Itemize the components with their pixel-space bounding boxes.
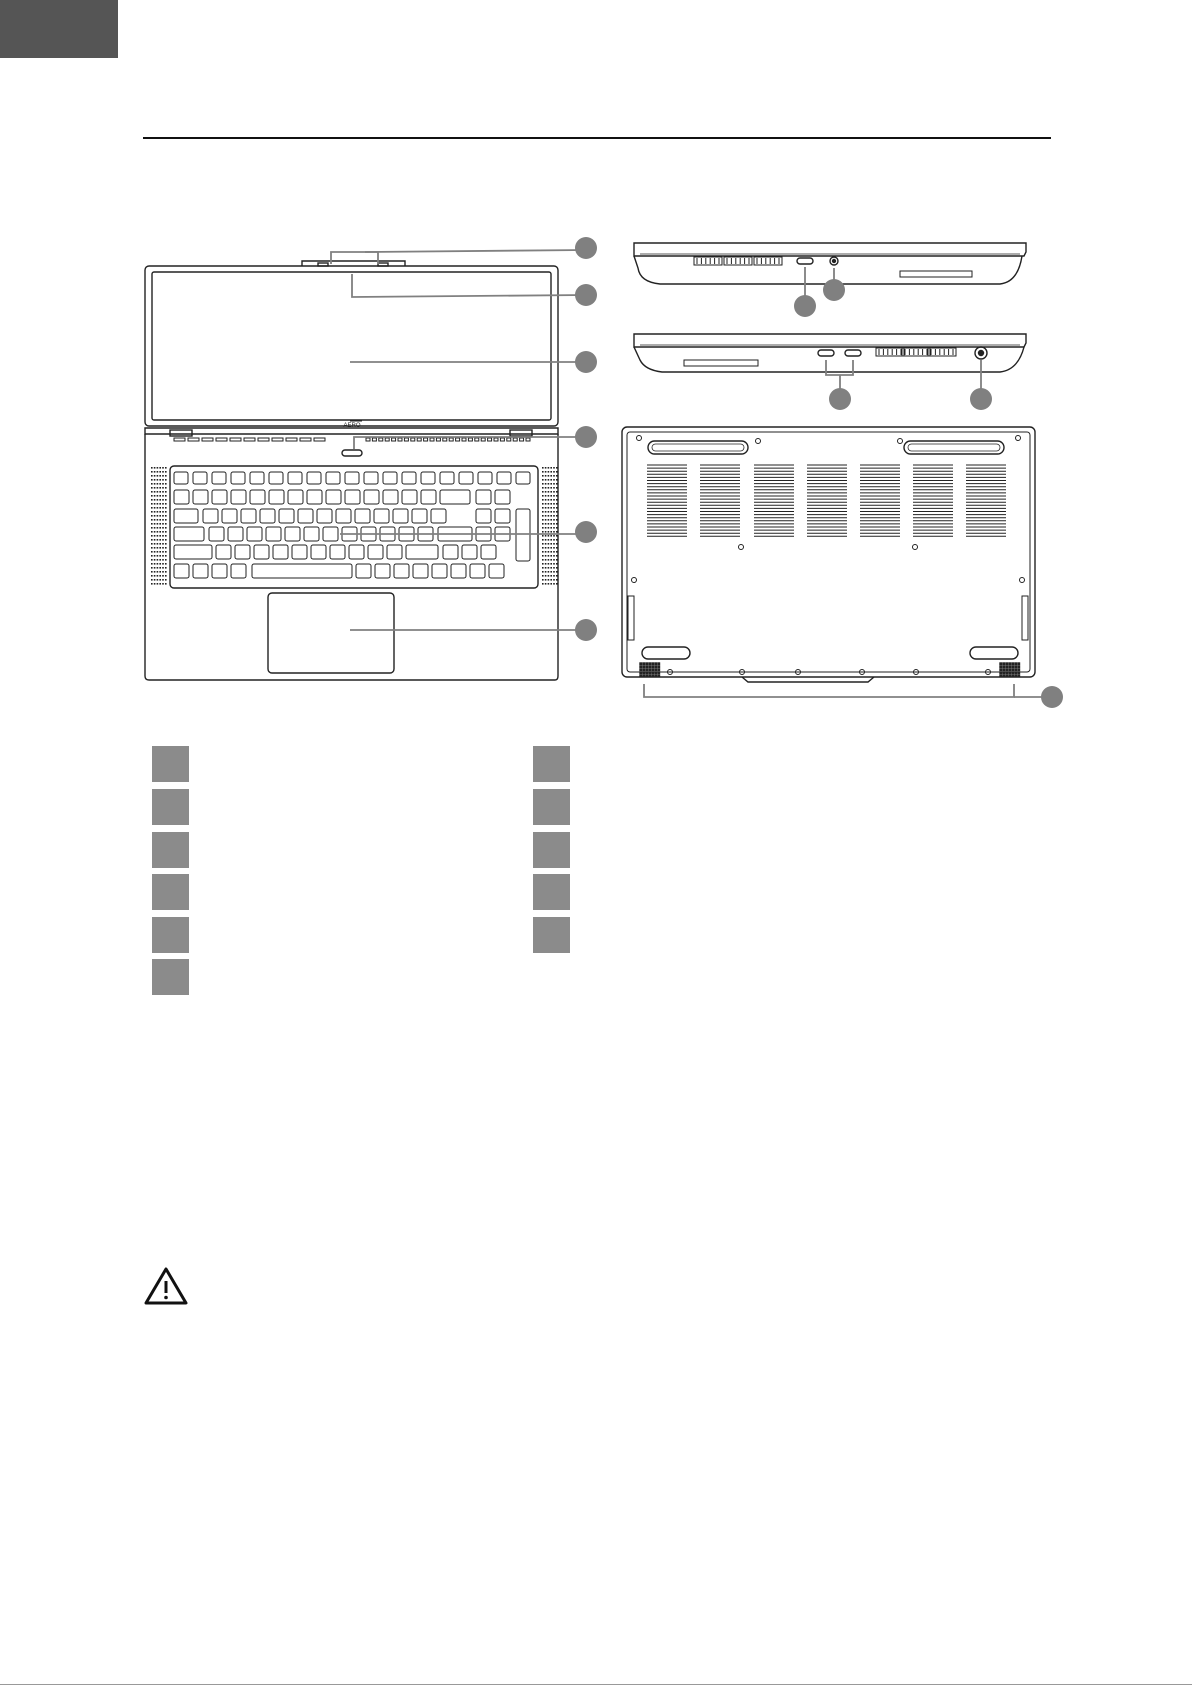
callout-marker xyxy=(970,388,992,410)
callout-marker xyxy=(575,426,597,448)
callout-marker xyxy=(575,237,597,259)
keyboard-keys xyxy=(174,472,530,578)
callout-leaders xyxy=(331,250,1050,697)
legend-marker xyxy=(152,874,189,910)
legend-marker xyxy=(533,874,570,910)
legend-marker xyxy=(533,917,570,953)
callout-marker xyxy=(575,351,597,373)
legend-marker xyxy=(533,832,570,868)
callout-marker xyxy=(823,279,845,301)
speaker-grille-right xyxy=(542,467,558,585)
usb-c-port-1 xyxy=(818,350,834,356)
usb-c-port-2 xyxy=(845,350,861,356)
legend-marker xyxy=(152,959,189,995)
legend-marker xyxy=(152,789,189,825)
callout-marker xyxy=(1041,686,1063,708)
callout-markers xyxy=(575,237,1063,708)
top-vent-row xyxy=(174,438,530,441)
side-view-right xyxy=(634,243,1026,284)
warning-icon xyxy=(143,1266,189,1306)
legend-marker xyxy=(152,832,189,868)
bottom-view xyxy=(622,427,1035,682)
callout-marker xyxy=(794,295,816,317)
side-view-left xyxy=(634,334,1026,372)
legend-marker xyxy=(533,746,570,782)
speaker-grille-left xyxy=(151,467,167,585)
brand-mark: AERO xyxy=(343,423,361,429)
callout-marker xyxy=(575,284,597,306)
legend-marker xyxy=(152,746,189,782)
laptop-diagram xyxy=(0,0,1192,720)
callout-marker xyxy=(575,521,597,543)
usb-c-port xyxy=(797,258,813,264)
legend-marker xyxy=(152,917,189,953)
legend-marker xyxy=(533,789,570,825)
callout-marker xyxy=(575,619,597,641)
callout-marker xyxy=(829,388,851,410)
